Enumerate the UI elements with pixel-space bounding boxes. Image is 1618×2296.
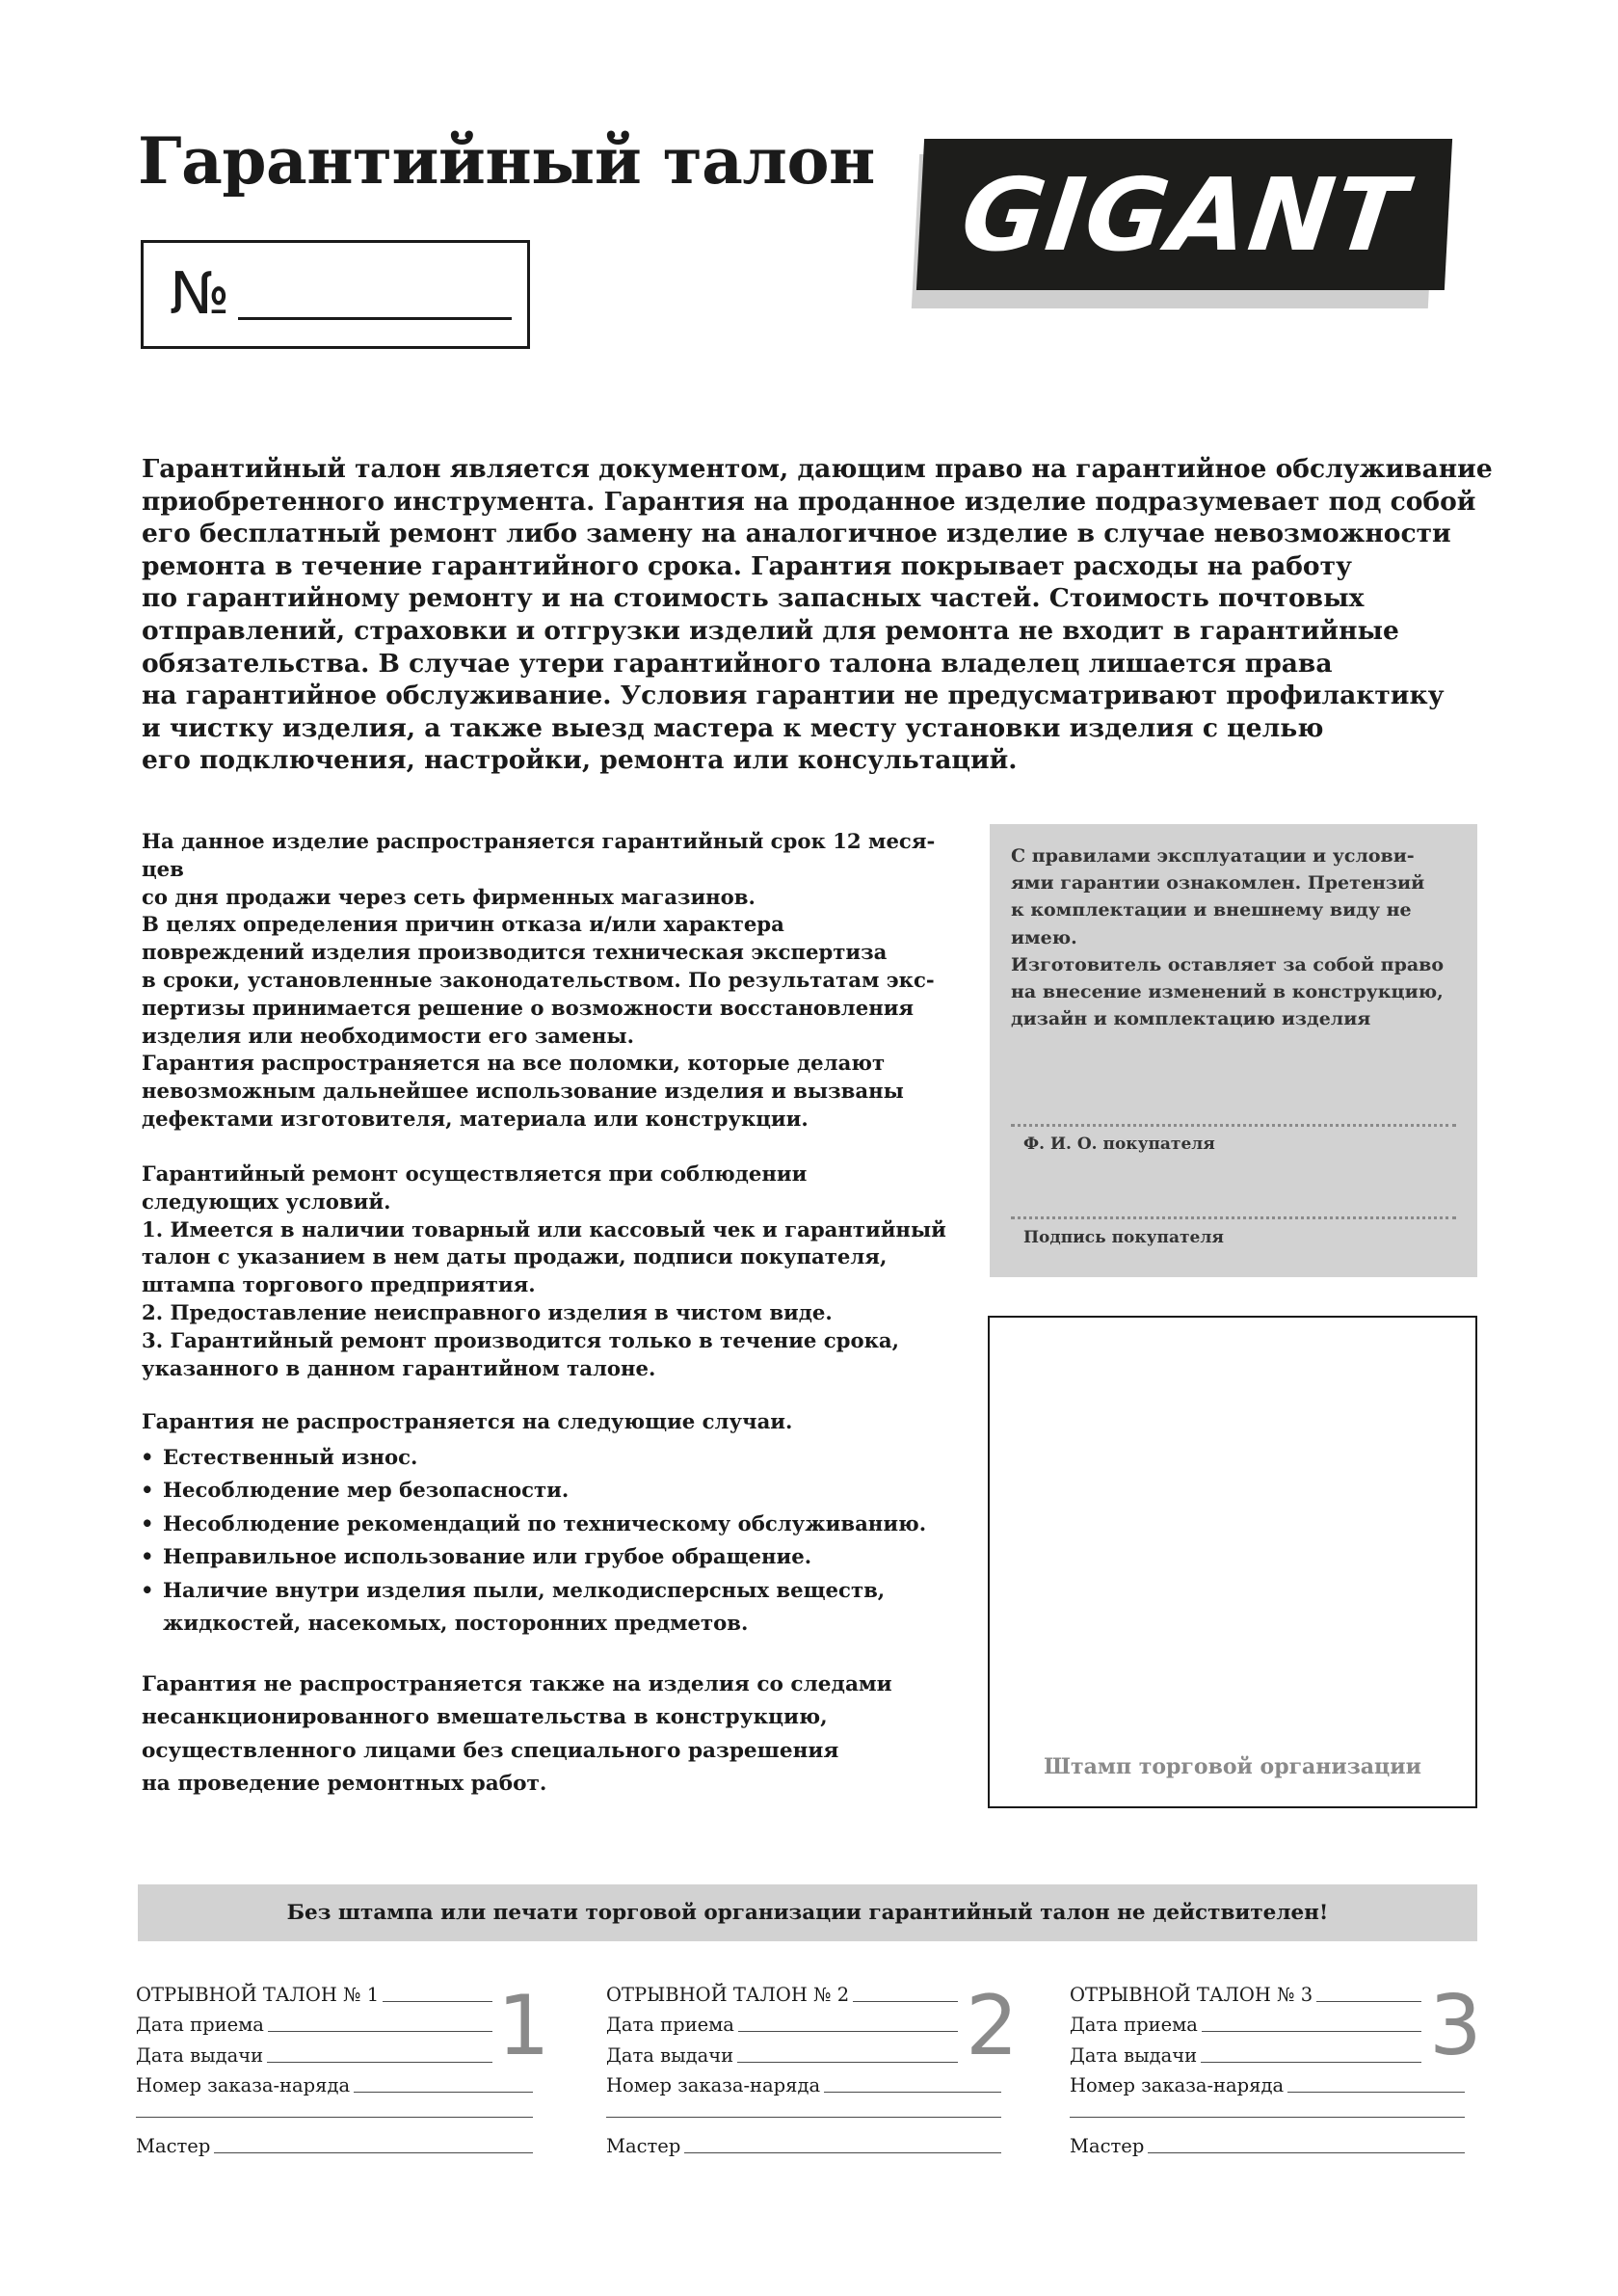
- number-sign: №: [170, 260, 230, 328]
- warranty-term-section: [142, 828, 980, 1134]
- text-line: со дня продажи через сеть фирменных магазинов.: [142, 884, 756, 909]
- intro-line: его подключения, настройки, ремонта или консультаций.: [142, 745, 1018, 776]
- text-line: С правилами эксплуатации и услови-: [1011, 845, 1415, 867]
- date-received-label: Дата приема: [1070, 2014, 1198, 2036]
- date-received-field[interactable]: [738, 2031, 958, 2032]
- text-line: пертизы принимается решение о возможности восстановления: [142, 995, 915, 1020]
- text-line: на проведение ремонтных работ.: [142, 1772, 547, 1797]
- text-line: осуществленного лицами без специального разрешения: [142, 1738, 839, 1763]
- talon-number-box: [141, 240, 530, 349]
- intro-paragraph: [142, 453, 1493, 777]
- list-item-continuation: жидкостей, насекомых, посторонних предметов.: [163, 1611, 749, 1636]
- list-item: [141, 1441, 1008, 1474]
- text-line: в сроки, установленные законодательством. По результатам экс-: [142, 967, 935, 992]
- coupon-title-line: [383, 2001, 492, 2002]
- order-number-label: Номер заказа-наряда: [136, 2074, 351, 2096]
- order-number-field[interactable]: [1287, 2092, 1465, 2093]
- text-line: Гарантия не распространяется на следующие случаи.: [142, 1409, 793, 1433]
- order-number-row: [606, 2071, 1001, 2096]
- text-line: 1. Имеется в наличии товарный или кассовый чек и гарантийный: [142, 1216, 946, 1241]
- master-field[interactable]: [214, 2152, 533, 2153]
- list-item: [141, 1474, 1008, 1507]
- text-line: дизайн и комплектацию изделия: [1011, 1008, 1371, 1030]
- intro-line: отправлений, страховки и отгрузки изделий для ремонта не входит в гарантийные: [142, 615, 1399, 646]
- date-received-field[interactable]: [268, 2031, 492, 2032]
- stamp-label: Штамп торговой организации: [1044, 1754, 1421, 1779]
- text-line: несанкционированного вмешательства в конструкцию,: [142, 1705, 828, 1730]
- intro-line: по гарантийному ремонту и на стоимость запасных частей. Стоимость почтовых: [142, 583, 1365, 614]
- order-number-row: [1070, 2071, 1465, 2096]
- master-label: Мастер: [136, 2135, 211, 2157]
- intro-line: Гарантийный талон является документом, дающим право на гарантийное обслуживание: [142, 454, 1493, 484]
- date-issued-field[interactable]: [267, 2062, 492, 2063]
- coupon-title: ОТРЫВНОЙ ТАЛОН № 3: [1070, 1984, 1313, 2006]
- signature-field[interactable]: [1011, 1216, 1456, 1219]
- text-line: На данное изделие распространяется гарантийный срок 12 меся-: [142, 829, 936, 853]
- text-line: талон с указанием в нем даты продажи, подписи покупателя,: [142, 1244, 888, 1269]
- coupon-2: [606, 1978, 1021, 2164]
- text-line: 2. Предоставление неисправного изделия в чистом виде.: [142, 1299, 833, 1324]
- order-number-field[interactable]: [354, 2092, 533, 2093]
- repair-conditions-section: [142, 1161, 980, 1382]
- list-item-text: Естественный износ.: [163, 1445, 418, 1469]
- master-field[interactable]: [684, 2152, 1001, 2153]
- text-line: невозможным дальнейшее использование изделия и вызваны: [142, 1079, 904, 1104]
- date-issued-label: Дата выдачи: [1070, 2044, 1198, 2067]
- list-item-text: Несоблюдение рекомендаций по техническому обслуживанию.: [163, 1510, 927, 1535]
- coupon-number: 2: [966, 1978, 1019, 2074]
- logo-text: GIGANT: [955, 155, 1414, 274]
- text-line: штампа торгового предприятия.: [142, 1272, 536, 1297]
- signature-label: Подпись покупателя: [1023, 1228, 1224, 1247]
- date-received-label: Дата приема: [136, 2014, 264, 2036]
- intro-line: обязательства. В случае утери гарантийного талона владелец лишается права: [142, 648, 1333, 679]
- list-item: [141, 1508, 1008, 1540]
- fio-label: Ф. И. О. покупателя: [1023, 1135, 1215, 1154]
- text-line: Гарантия распространяется на все поломки, которые делают: [142, 1051, 886, 1076]
- fio-field[interactable]: [1011, 1124, 1456, 1127]
- intro-line: на гарантийное обслуживание. Условия гарантии не предусматривают профилактику: [142, 681, 1445, 711]
- date-issued-row: [606, 2042, 958, 2067]
- text-line: на внесение изменений в конструкцию,: [1011, 981, 1444, 1003]
- order-number-extra-line[interactable]: [136, 2117, 533, 2118]
- date-issued-field[interactable]: [1201, 2062, 1421, 2063]
- date-received-row: [606, 2011, 958, 2036]
- date-issued-row: [136, 2042, 492, 2067]
- text-line: к комплектации и внешнему виду не: [1011, 899, 1412, 921]
- text-line: Гарантия не распространяется также на изделия со следами: [142, 1672, 892, 1696]
- intro-line: и чистку изделия, а также выезд мастера к месту установки изделия с целью: [142, 712, 1324, 743]
- order-number-field[interactable]: [824, 2092, 1001, 2093]
- list-item: [141, 1574, 1008, 1641]
- text-line: В целях определения причин отказа и/или характера: [142, 912, 784, 937]
- exclusions-heading: [142, 1408, 980, 1436]
- master-label: Мастер: [1070, 2135, 1145, 2157]
- text-line: дефектами изготовителя, материала или конструкции.: [142, 1106, 809, 1131]
- text-line: 3. Гарантийный ремонт производится только в течение срока,: [142, 1327, 899, 1352]
- coupon-title-line: [1316, 2001, 1421, 2002]
- validity-notice: Без штампа или печати торговой организации гарантийный талон не действителен!: [138, 1884, 1477, 1941]
- acknowledgement-text: [1011, 842, 1464, 1032]
- intro-line: его бесплатный ремонт либо замену на аналогичное изделие в случае невозможности: [142, 519, 1451, 549]
- text-line: цев: [142, 856, 184, 881]
- intro-line: приобретенного инструмента. Гарантия на проданное изделие подразумевает под собой: [142, 486, 1476, 517]
- date-received-label: Дата приема: [606, 2014, 734, 2036]
- text-line: ями гарантии ознакомлен. Претензий: [1011, 872, 1425, 894]
- master-row: [136, 2132, 533, 2157]
- order-number-extra-line[interactable]: [1070, 2117, 1465, 2118]
- date-received-row: [136, 2011, 492, 2036]
- date-received-field[interactable]: [1202, 2031, 1421, 2032]
- date-received-row: [1070, 2011, 1421, 2036]
- coupon-title-row: [1070, 1981, 1421, 2006]
- coupon-title: ОТРЫВНОЙ ТАЛОН № 2: [606, 1984, 850, 2006]
- exclusions-list: [141, 1441, 1008, 1640]
- order-number-row: [136, 2071, 533, 2096]
- order-number-label: Номер заказа-наряда: [606, 2074, 821, 2096]
- list-item-text: Несоблюдение мер безопасности.: [163, 1478, 570, 1503]
- order-number-label: Номер заказа-наряда: [1070, 2074, 1285, 2096]
- coupon-1: [136, 1978, 550, 2164]
- text-line: указанного в данном гарантийном талоне.: [142, 1355, 656, 1380]
- order-number-extra-line[interactable]: [606, 2117, 1001, 2118]
- master-label: Мастер: [606, 2135, 681, 2157]
- intro-line: ремонта в течение гарантийного срока. Гарантия покрывает расходы на работу: [142, 550, 1352, 581]
- coupon-title-line: [853, 2001, 958, 2002]
- date-issued-field[interactable]: [737, 2062, 958, 2063]
- master-row: [1070, 2132, 1465, 2157]
- stamp-box: [988, 1316, 1477, 1808]
- text-line: следующих условий.: [142, 1188, 391, 1214]
- text-line: повреждений изделия производится техническая экспертиза: [142, 940, 888, 965]
- text-line: Изготовитель оставляет за собой право: [1011, 953, 1445, 975]
- master-field[interactable]: [1148, 2152, 1465, 2153]
- page-title: Гарантийный талон: [138, 123, 875, 199]
- list-item-text: Неправильное использование или грубое обращение.: [163, 1544, 812, 1569]
- date-issued-label: Дата выдачи: [136, 2044, 264, 2067]
- master-row: [606, 2132, 1001, 2157]
- text-line: имею.: [1011, 926, 1077, 948]
- gigant-logo: [916, 139, 1452, 290]
- coupon-title: ОТРЫВНОЙ ТАЛОН № 1: [136, 1984, 380, 2006]
- coupon-title-row: [606, 1981, 958, 2006]
- text-line: Гарантийный ремонт осуществляется при соблюдении: [142, 1161, 808, 1186]
- text-line: изделия или необходимости его замены.: [142, 1023, 635, 1048]
- list-item: [141, 1540, 1008, 1573]
- tamper-section: [142, 1669, 980, 1802]
- coupon-number: 1: [497, 1978, 550, 2074]
- list-item-text: Наличие внутри изделия пыли, мелкодисперсных веществ,: [163, 1577, 886, 1602]
- coupon-title-row: [136, 1981, 492, 2006]
- date-issued-label: Дата выдачи: [606, 2044, 734, 2067]
- number-blank-line: [238, 317, 512, 320]
- date-issued-row: [1070, 2042, 1421, 2067]
- coupon-number: 3: [1429, 1978, 1482, 2074]
- acknowledgement-box: [990, 824, 1477, 1277]
- coupon-3: [1070, 1978, 1484, 2164]
